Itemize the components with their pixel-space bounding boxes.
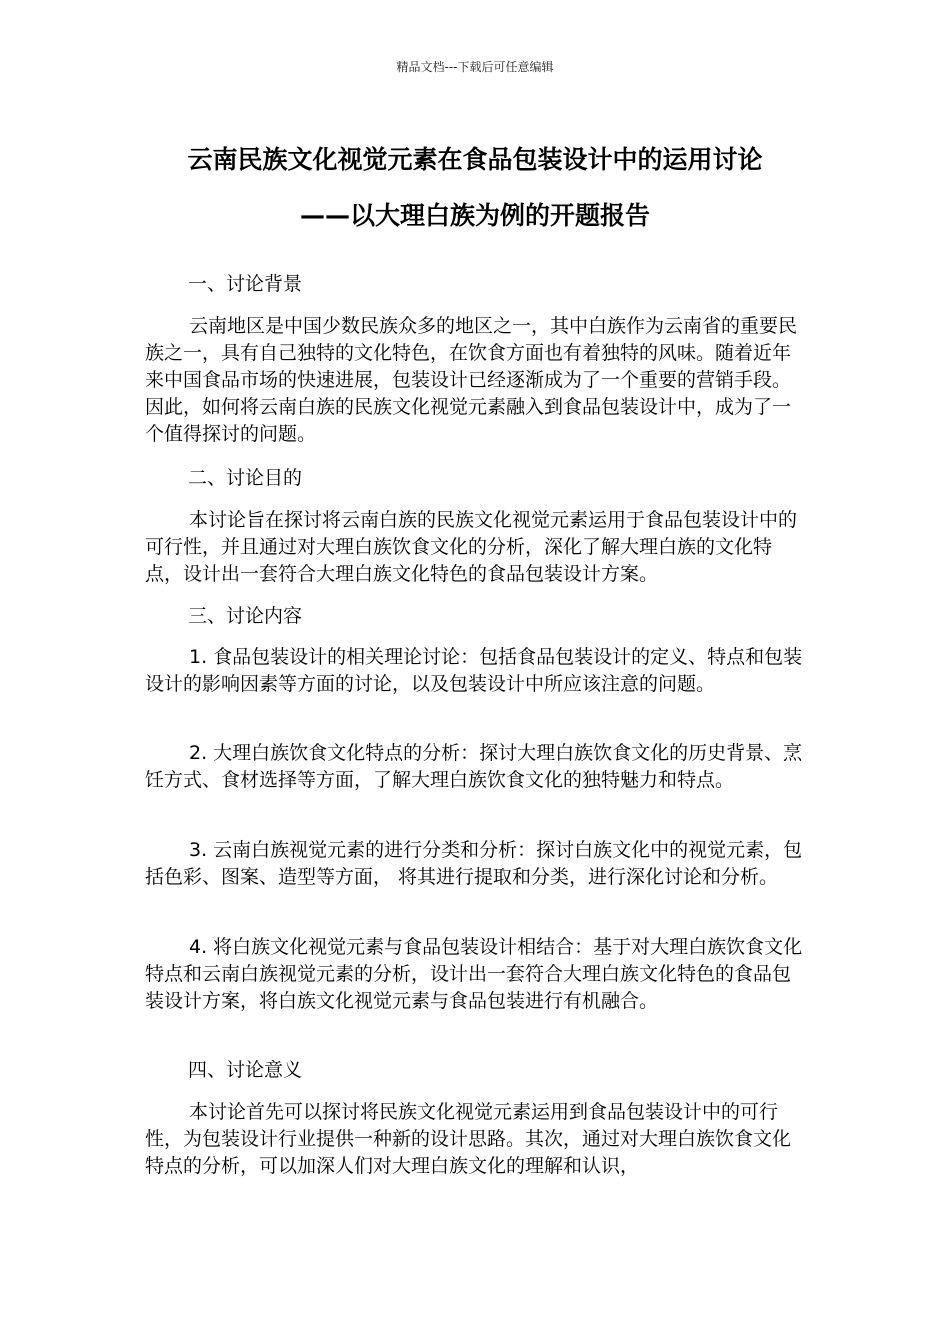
section-body-content-item4 (145, 934, 805, 1015)
list-item: 4. 将白族文化视觉元素与食品包装设计相结合：基于对大理白族饮食文化特点和云南白族视觉元素的分析，设计出一套符合大理白族文化特色的食品包装设计方案，将白族文化视觉元素与食品包装进行有机融合。 (145, 936, 803, 1012)
section-body-content-item3 (145, 837, 805, 891)
paragraph: 本讨论旨在探讨将云南白族的民族文化视觉元素运用于食品包装设计中的可行性，并且通过对大理白族饮食文化的分析，深化了解大理白族的文化特点，设计出一套符合大理白族文化特色的食品包装设计方案。 (145, 509, 798, 585)
section-body-content-item1 (145, 644, 805, 698)
document-title-line1: 云南民族文化视觉元素在食品包装设计中的运用讨论 (187, 145, 763, 174)
section-heading-significance: 四、讨论意义 (188, 1059, 303, 1081)
list-item: 3. 云南白族视觉元素的进行分类和分析：探讨白族文化中的视觉元素，包括色彩、图案、造型等方面， 将其进行提取和分类，进行深化讨论和分析。 (145, 839, 803, 888)
section-heading-content: 三、讨论内容 (188, 605, 303, 627)
section-body-significance (145, 1099, 805, 1180)
section-body-background (145, 313, 805, 448)
section-heading-background: 一、讨论背景 (188, 273, 303, 295)
section-heading-purpose: 二、讨论目的 (188, 467, 303, 489)
header-note: 精品文档---下载后可任意编辑 (396, 60, 554, 74)
list-item: 1. 食品包装设计的相关理论讨论：包括食品包装设计的定义、特点和包装设计的影响因素等方面的讨论，以及包装设计中所应该注意的问题。 (145, 646, 803, 695)
paragraph: 本讨论首先可以探讨将民族文化视觉元素运用到食品包装设计中的可行性，为包装设计行业提供一种新的设计思路。其次，通过对大理白族饮食文化特点的分析，可以加深人们对大理白族文化的理解和认识， (145, 1101, 792, 1177)
section-body-purpose (145, 507, 805, 588)
section-body-content-item2 (145, 740, 805, 794)
list-item: 2. 大理白族饮食文化特点的分析：探讨大理白族饮食文化的历史背景、烹饪方式、食材选择等方面，了解大理白族饮食文化的独特魅力和特点。 (145, 742, 803, 791)
paragraph: 云南地区是中国少数民族众多的地区之一，其中白族作为云南省的重要民族之一，具有自己独特的文化特色，在饮食方面也有着独特的风味。随着近年来中国食品市场的快速进展，包装设计已经逐渐成为了一个重要的营销手段。因此，如何将云南白族的民族文化视觉元素融入到食品包装设计中，成为了一个值得探讨的问题。 (145, 315, 798, 445)
document-title-line2: ——以大理白族为例的开题报告 (299, 201, 650, 230)
